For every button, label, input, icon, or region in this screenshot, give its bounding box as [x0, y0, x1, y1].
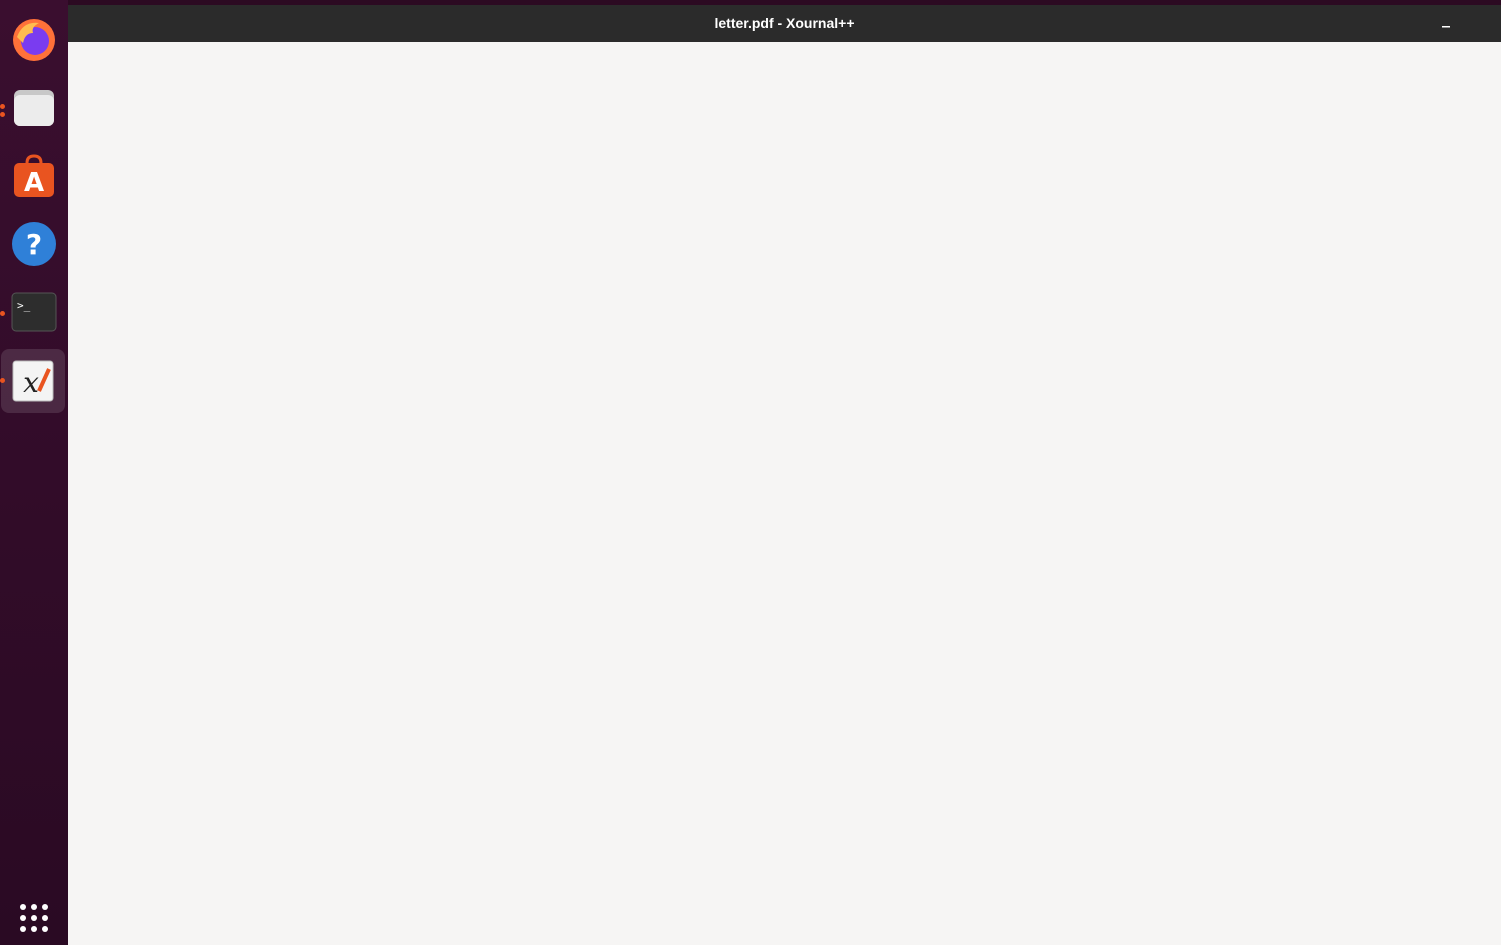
xournal-icon [11, 359, 55, 403]
dock-firefox[interactable] [8, 14, 60, 66]
hidden40 [1436, 14, 1456, 34]
running-indicator [0, 112, 5, 117]
titlebar[interactable] [68, 5, 1501, 42]
files-icon [11, 85, 57, 131]
window-title: letter.pdf - Xournal++ [714, 15, 855, 31]
dock-show-apps[interactable] [8, 892, 60, 944]
xournal-window [68, 5, 1501, 945]
svg-text:A: A [23, 168, 45, 198]
dock [0, 0, 68, 945]
running-indicator [0, 311, 5, 316]
firefox-icon [11, 17, 57, 63]
help-icon [11, 221, 57, 267]
dock-help[interactable] [8, 218, 60, 270]
dock-files[interactable] [8, 82, 60, 134]
terminal-icon [11, 289, 57, 335]
svg-text:?: ? [25, 228, 43, 261]
svg-text:>_: >_ [17, 299, 31, 312]
dock-app-center[interactable] [8, 150, 60, 202]
running-indicator [0, 378, 5, 383]
dock-terminal[interactable] [8, 286, 60, 338]
apps-grid-icon [18, 902, 50, 934]
running-indicator [0, 104, 5, 109]
svg-text:x: x [23, 366, 39, 399]
app-center-icon [11, 153, 57, 199]
dock-xournal[interactable] [1, 349, 65, 413]
